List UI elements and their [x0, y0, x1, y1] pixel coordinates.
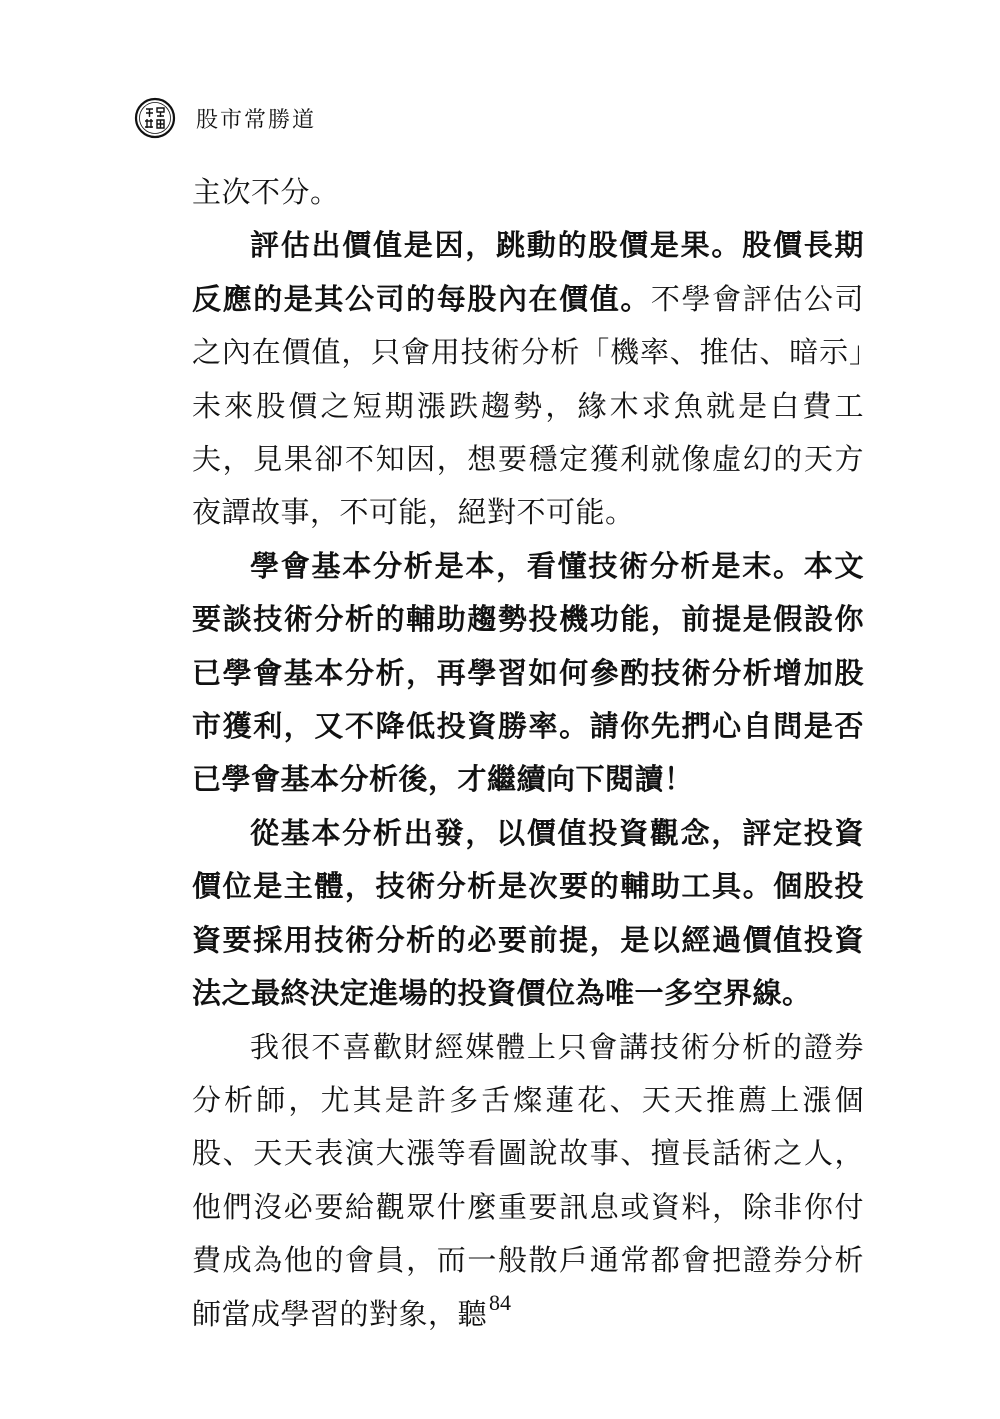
- bold-text-segment: 從基本分析出發，以價值投資觀念，評定投資價位是主體，技術分析是次要的輔助工具。個股投資要採用技術分析的必要前提，是以經過價值投資法之最終決定進場的投資價位為唯一多空界線。: [192, 815, 864, 1011]
- paragraph-4: [192, 807, 864, 1021]
- running-header: [134, 96, 316, 140]
- paragraph-3: [192, 540, 864, 807]
- text-segment: 主次不分。: [192, 175, 340, 209]
- paragraph-2: [192, 219, 864, 539]
- paragraph-1: [192, 166, 864, 219]
- bold-text-segment: 學會基本分析是本，看懂技術分析是末。本文要談技術分析的輔助趨勢投機功能，前提是假設你已學會基本分析，再學習如何參酌技術分析增加股市獲利，又不降低投資勝率。請你先捫心自問是否已學會基本分析後，才繼續向下閱讀！: [192, 548, 864, 797]
- text-segment: 我很不喜歡財經媒體上只會講技術分析的證券分析師，尤其是許多舌燦蓮花、天天推薦上漲個股、天天表演大漲等看圖說故事、擅長話術之人，他們沒必要給觀眾什麼重要訊息或資料，除非你付費成為他的會員，而一般散戶通常都會把證券分析師當成學習的對象，聽: [192, 1029, 864, 1331]
- text-segment: 不學會評估公司之內在價值，只會用技術分析「機率、推估、暗示」未來股價之短期漲跌趨勢，緣木求魚就是白費工夫，見果卻不知因，想要穩定獲利就像虛幻的天方夜譚故事，不可能，絕對不可能。: [192, 281, 864, 530]
- book-title: 股市常勝道: [196, 107, 317, 133]
- page-body: [192, 166, 864, 1341]
- circular-seal-icon: [134, 97, 176, 139]
- page-number: 84: [489, 1290, 511, 1315]
- bold-text-segment: 評估出價值是因，跳動的股價是果。股價長期反應的是其公司的每股內在價值。: [192, 228, 864, 316]
